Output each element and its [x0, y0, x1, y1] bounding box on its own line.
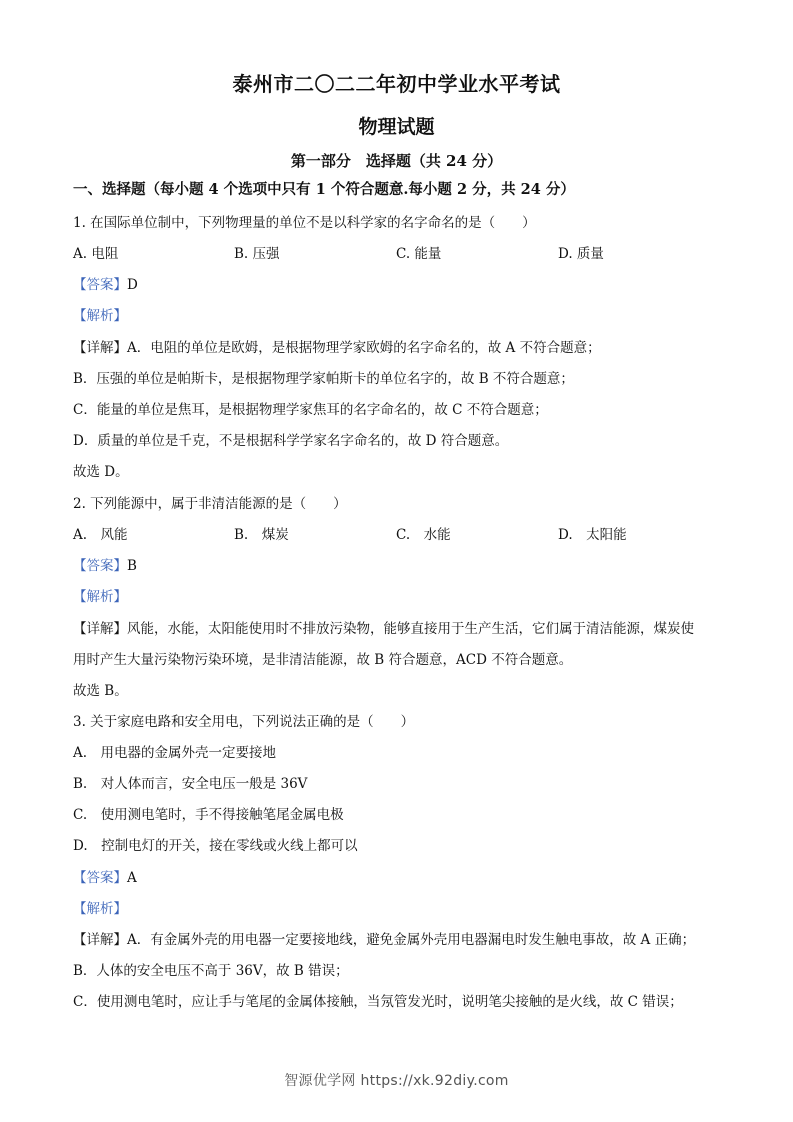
q1-conclusion: 故选 D。 — [73, 464, 129, 480]
answer-label: 【答案】 — [73, 558, 127, 574]
q2-detail-cont: 用时产生大量污染物污染环境，是非清洁能源，故 B 符合题意，ACD 不符合题意。 — [73, 652, 573, 668]
q3-option-d: D. 控制电灯的开关，接在零线或火线上都可以 — [73, 838, 358, 854]
answer-label: 【答案】 — [73, 277, 127, 293]
q3-option-a: A. 用电器的金属外壳一定要接地 — [73, 745, 277, 761]
q1-detail-c: C．能量的单位是焦耳，是根据物理学家焦耳的名字命名的，故 C 不符合题意； — [73, 402, 548, 418]
q3-answer-value: A — [127, 870, 137, 886]
q3-detail-b: B．人体的安全电压不高于 36V，故 B 错误； — [73, 963, 349, 979]
detail-label: 【详解】 — [73, 340, 127, 356]
q2-option-d: D. 太阳能 — [558, 527, 627, 543]
q1-option-a: A. 电阻 — [73, 246, 119, 262]
q2-option-c: C. 水能 — [396, 527, 451, 543]
q2-option-a: A. 风能 — [73, 527, 128, 543]
q2-conclusion: 故选 B。 — [73, 683, 128, 699]
q3-detail-c: C．使用测电笔时，应让手与笔尾的金属体接触，当氖管发光时，说明笔尖接触的是火线，故 C 错误； — [73, 994, 683, 1010]
q2-detail-text: 风能，水能，太阳能使用时不排放污染物，能够直接用于生产生活，它们属于清洁能源，煤炭使 — [127, 621, 694, 637]
footer-watermark: 智源优学网 https://xk.92diy.com — [284, 1073, 509, 1089]
analysis-label: 【解析】 — [73, 589, 127, 605]
q3-detail-text: A．有金属外壳的用电器一定要接地线，避免金属外壳用电器漏电时发生触电事故，故 A 正确； — [127, 932, 696, 948]
q3-analysis — [73, 899, 723, 919]
q3-option-b: B. 对人体而言，安全电压一般是 36V — [73, 776, 308, 792]
q2-answer — [73, 556, 723, 576]
part-heading: 第一部分 选择题（共 24 分） — [290, 152, 503, 170]
q2-option-b: B. 煤炭 — [234, 527, 289, 543]
q3-answer — [73, 868, 723, 888]
exam-title: 泰州市二〇二二年初中学业水平考试 — [232, 72, 561, 96]
section-heading: 一、选择题（每小题 4 个选项中只有 1 个符合题意.每小题 2 分，共 24 分） — [73, 181, 575, 198]
q1-answer — [73, 275, 723, 295]
q2-stem: 2. 下列能源中，属于非清洁能源的是（ ） — [73, 496, 347, 512]
q2-answer-value: B — [127, 558, 137, 574]
q1-analysis — [73, 306, 723, 326]
q2-analysis — [73, 587, 723, 607]
q1-detail-d: D．质量的单位是千克，不是根据科学学家名字命名的，故 D 符合题意。 — [73, 433, 509, 449]
analysis-label: 【解析】 — [73, 901, 127, 917]
q3-stem: 3. 关于家庭电路和安全用电，下列说法正确的是（ ） — [73, 714, 415, 730]
q1-option-d: D. 质量 — [558, 246, 604, 262]
q1-detail-line — [73, 338, 723, 358]
q1-answer-value: D — [127, 277, 138, 293]
q1-option-b: B. 压强 — [234, 246, 280, 262]
q1-detail-b: B．压强的单位是帕斯卡，是根据物理学家帕斯卡的单位名字的，故 B 不符合题意； — [73, 371, 574, 387]
detail-label: 【详解】 — [73, 621, 127, 637]
q1-detail-text: A．电阻的单位是欧姆，是根据物理学家欧姆的名字命名的，故 A 不符合题意； — [127, 340, 601, 356]
detail-label: 【详解】 — [73, 932, 127, 948]
q1-stem: 1. 在国际单位制中，下列物理量的单位不是以科学家的名字命名的是（ ） — [73, 215, 536, 231]
analysis-label: 【解析】 — [73, 308, 127, 324]
answer-label: 【答案】 — [73, 870, 127, 886]
q3-option-c: C. 使用测电笔时，手不得接触笔尾金属电极 — [73, 807, 344, 823]
q2-detail-line — [73, 619, 723, 639]
q1-option-c: C. 能量 — [396, 246, 442, 262]
exam-subtitle: 物理试题 — [358, 116, 435, 138]
q3-detail-line — [73, 930, 723, 950]
